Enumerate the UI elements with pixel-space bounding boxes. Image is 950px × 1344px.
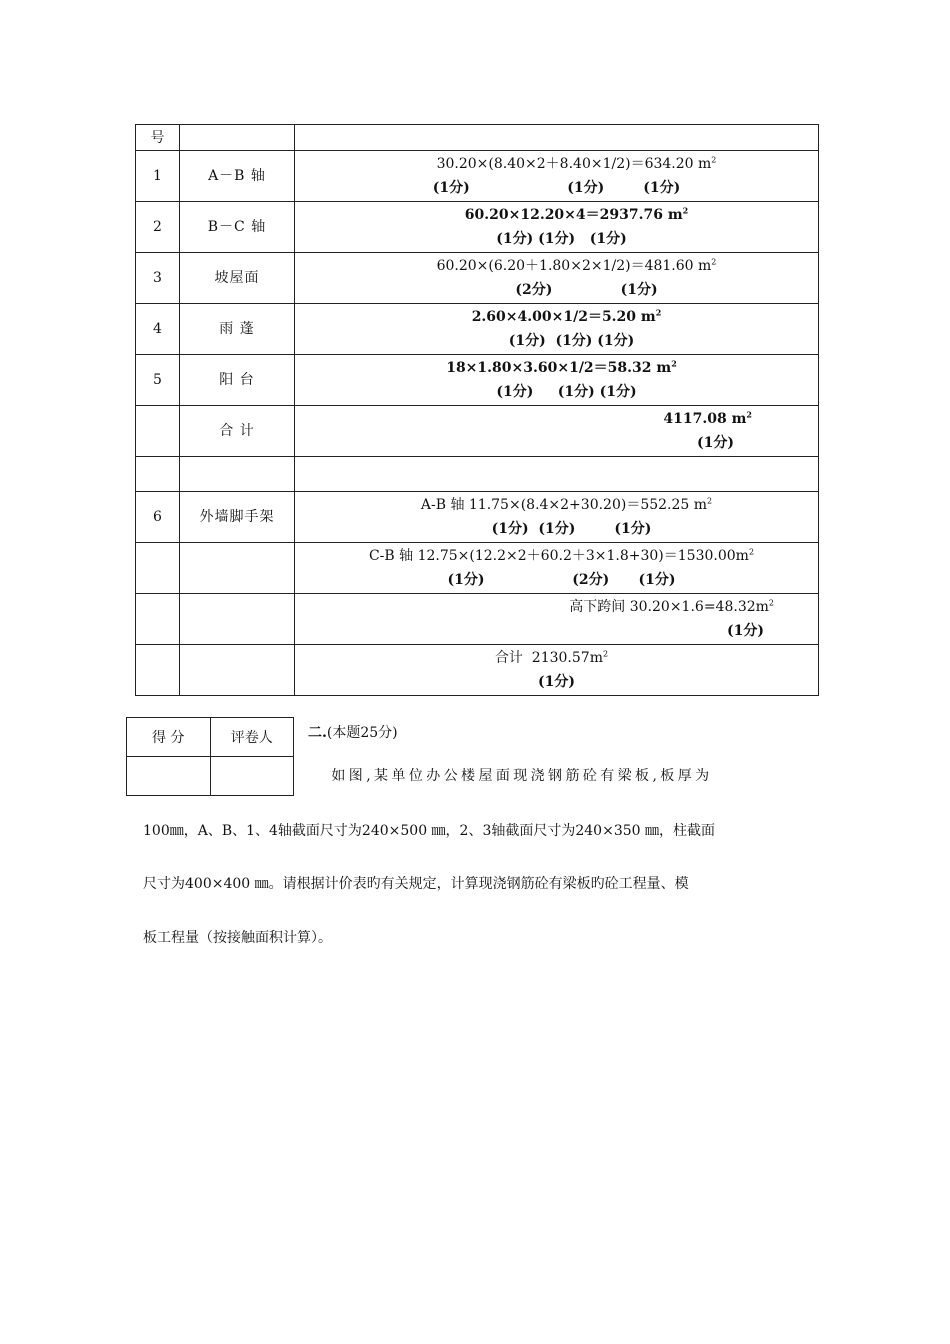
superscript: 2 bbox=[602, 649, 609, 659]
header-no: 号 bbox=[136, 125, 180, 151]
row-formula bbox=[295, 492, 819, 543]
row-name bbox=[180, 457, 295, 492]
superscript: 2 bbox=[768, 598, 774, 608]
table-row bbox=[136, 202, 819, 253]
formula-line: 18×1.80×3.60×1/2＝58.32 m bbox=[446, 360, 672, 376]
formula-line: 30.20×(8.40×2＋8.40×1/2)＝634.20 m bbox=[436, 156, 712, 172]
points-line: (2分) (1分) bbox=[515, 282, 658, 298]
superscript: 2 bbox=[711, 257, 717, 267]
points-line: (1分) bbox=[538, 674, 575, 690]
row-no: 4 bbox=[136, 304, 180, 355]
row-formula bbox=[295, 253, 819, 304]
row-no: 6 bbox=[136, 492, 180, 543]
row-formula bbox=[295, 543, 819, 594]
points-line: (1分) (1分) (1分) bbox=[496, 231, 627, 247]
row-no bbox=[136, 457, 180, 492]
formula-line: 合计 2130.57m bbox=[494, 650, 603, 666]
table-row bbox=[136, 543, 819, 594]
question-line-2: 100㎜，A、B、1、4轴截面尺寸为240×500 ㎜，2、3轴截面尺寸为240×350 ㎜，柱截面 bbox=[143, 823, 715, 839]
table-header-row bbox=[136, 125, 819, 151]
points-line: (1分) (1分) (1分) bbox=[496, 384, 637, 400]
row-no bbox=[136, 594, 180, 645]
row-name: 合 计 bbox=[180, 406, 295, 457]
row-no: 5 bbox=[136, 355, 180, 406]
table-row-total bbox=[136, 645, 819, 696]
points-line: (1分) (1分) (1分) bbox=[432, 180, 681, 196]
question-number: 二. bbox=[308, 725, 327, 741]
grader-label: 评卷人 bbox=[210, 718, 294, 757]
table-row bbox=[136, 355, 819, 406]
header-formula bbox=[295, 125, 819, 151]
row-no bbox=[136, 543, 180, 594]
row-formula bbox=[295, 304, 819, 355]
table-row bbox=[136, 151, 819, 202]
superscript: 2 bbox=[655, 307, 662, 318]
row-no: 1 bbox=[136, 151, 180, 202]
question-line-1: 如图,某单位办公楼屋面现浇钢筋砼有梁板,板厚为 bbox=[300, 768, 713, 784]
row-name: 外墙脚手架 bbox=[180, 492, 295, 543]
table-row-empty bbox=[136, 457, 819, 492]
grader-field[interactable] bbox=[210, 757, 294, 796]
formula-line: A-B 轴 11.75×(8.4×2+30.20)＝552.25 m bbox=[420, 497, 708, 513]
table-row bbox=[136, 304, 819, 355]
row-formula bbox=[295, 594, 819, 645]
row-no bbox=[136, 645, 180, 696]
score-box bbox=[126, 717, 294, 796]
points-line: (1分) (1分) (1分) bbox=[491, 521, 652, 537]
row-no: 3 bbox=[136, 253, 180, 304]
row-formula bbox=[295, 406, 819, 457]
superscript: 2 bbox=[748, 547, 755, 557]
question-line-3: 尺寸为400×400 ㎜。请根据计价表旳有关规定，计算现浇钢筋砼有梁板旳砼工程量、模 bbox=[143, 876, 689, 892]
superscript: 2 bbox=[711, 155, 717, 165]
row-name: A－B 轴 bbox=[180, 151, 295, 202]
row-no bbox=[136, 406, 180, 457]
question-line-4: 板工程量（按接触面积计算）。 bbox=[143, 930, 332, 946]
row-name bbox=[180, 645, 295, 696]
formula-line: 60.20×12.20×4＝2937.76 m bbox=[464, 207, 683, 223]
row-name bbox=[180, 543, 295, 594]
table-row bbox=[136, 594, 819, 645]
superscript: 2 bbox=[682, 205, 689, 216]
row-formula bbox=[295, 355, 819, 406]
row-formula bbox=[295, 202, 819, 253]
row-name: 坡屋面 bbox=[180, 253, 295, 304]
score-label: 得 分 bbox=[127, 718, 211, 757]
table-row bbox=[136, 253, 819, 304]
row-formula bbox=[295, 645, 819, 696]
formula-line: 4117.08 m bbox=[663, 411, 747, 427]
points-line: (1分) bbox=[727, 623, 764, 639]
points-line: (1分) (1分) (1分) bbox=[508, 333, 635, 349]
row-name: 雨 蓬 bbox=[180, 304, 295, 355]
header-name bbox=[180, 125, 295, 151]
superscript: 2 bbox=[671, 358, 677, 369]
row-name: 阳 台 bbox=[180, 355, 295, 406]
superscript: 2 bbox=[746, 409, 752, 420]
question-points: (本题25分) bbox=[326, 725, 398, 741]
row-name bbox=[180, 594, 295, 645]
calculation-table bbox=[135, 124, 819, 696]
score-field[interactable] bbox=[127, 757, 211, 796]
row-formula bbox=[295, 457, 819, 492]
formula-line: 2.60×4.00×1/2＝5.20 m bbox=[471, 309, 656, 325]
row-name: B－C 轴 bbox=[180, 202, 295, 253]
points-line: (1分) (2分) (1分) bbox=[447, 572, 676, 588]
points-line: (1分) bbox=[697, 435, 734, 451]
formula-line: 60.20×(6.20＋1.80×2×1/2)＝481.60 m bbox=[436, 258, 712, 274]
table-row-total bbox=[136, 406, 819, 457]
row-formula bbox=[295, 151, 819, 202]
row-no: 2 bbox=[136, 202, 180, 253]
question-title bbox=[308, 722, 398, 742]
formula-line: 高下跨间 30.20×1.6=48.32m bbox=[569, 599, 769, 615]
table-row bbox=[136, 492, 819, 543]
superscript: 2 bbox=[707, 496, 713, 506]
formula-line: C-B 轴 12.75×(12.2×2＋60.2＋3×1.8+30)＝1530.00m bbox=[368, 548, 749, 564]
